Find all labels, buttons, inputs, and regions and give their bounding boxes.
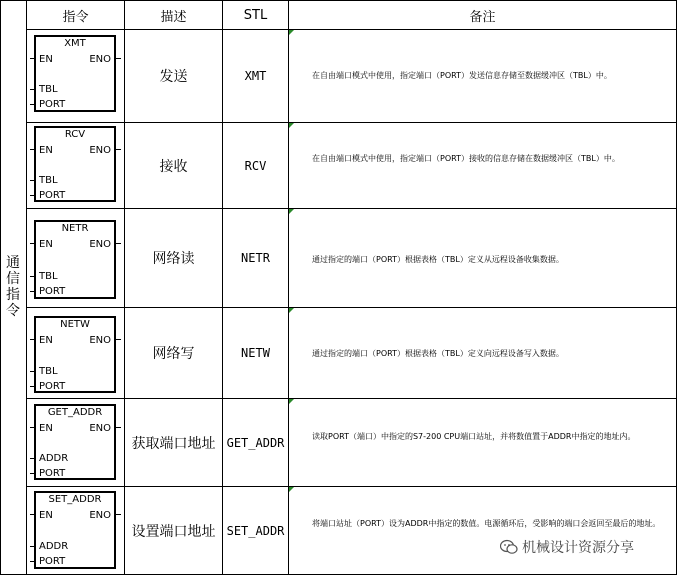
pin-stub: [30, 58, 35, 59]
cell-marker: [289, 123, 294, 128]
row-note: 将端口站址（PORT）设为ADDR中指定的数值。电源循环后，受影响的端口会返回至最后的地址。: [312, 519, 661, 528]
row-description: 网络写: [152, 346, 195, 362]
pin-stub: [30, 291, 35, 292]
eno-pin: ENO: [89, 54, 111, 65]
eno-pin: ENO: [89, 239, 111, 250]
en-pin: EN: [39, 423, 53, 434]
watermark: [500, 537, 634, 557]
col-divider: [26, 0, 27, 575]
cell-marker: [289, 30, 294, 35]
row-note: 通过指定的端口（PORT）根据表格（TBL）定义从远程设备收集数据。: [312, 255, 564, 264]
pin-stub: [30, 276, 35, 277]
eno-pin: ENO: [89, 145, 111, 156]
row-stl: GET_ADDR: [226, 435, 285, 450]
pin-stub: [30, 180, 35, 181]
port-pin: PORT: [39, 468, 66, 479]
cell-marker: [289, 399, 294, 404]
block-title: XMT: [64, 38, 86, 49]
row-stl: RCV: [244, 158, 267, 173]
pin-stub: [30, 546, 35, 547]
en-pin: EN: [39, 239, 53, 250]
row-stl: SET_ADDR: [226, 523, 285, 538]
header-note: 备注: [469, 9, 496, 25]
row-stl: NETW: [241, 346, 270, 360]
pin-stub: [30, 104, 35, 105]
port-pin: PORT: [39, 556, 66, 567]
pin-stub: [30, 195, 35, 196]
cell-marker: [289, 308, 294, 313]
cell-marker: [289, 487, 294, 492]
eno-pin: ENO: [89, 335, 111, 346]
param-pin: TBL: [39, 84, 58, 95]
param-pin: TBL: [39, 366, 58, 377]
eno-pin: ENO: [89, 510, 111, 521]
en-pin: EN: [39, 54, 53, 65]
pin-stub: [116, 339, 121, 340]
en-pin: EN: [39, 335, 53, 346]
pin-stub: [30, 561, 35, 562]
row-description: 设置端口地址: [131, 523, 216, 540]
block-title: RCV: [64, 129, 86, 140]
en-pin: EN: [39, 145, 53, 156]
en-pin: EN: [39, 510, 53, 521]
pin-stub: [30, 514, 35, 515]
pin-stub: [30, 243, 35, 244]
row-description: 网络读: [152, 251, 195, 267]
block-title: SET_ADDR: [48, 494, 102, 505]
table-border-left: [0, 0, 1, 575]
ladder-block: [34, 35, 116, 112]
param-pin: ADDR: [39, 453, 69, 464]
row-description: 接收: [159, 158, 188, 175]
ladder-block: [34, 404, 116, 480]
row-note: 通过指定的端口（PORT）根据表格（TBL）定义向远程设备写入数据。: [312, 349, 564, 358]
param-pin: TBL: [39, 175, 58, 186]
port-pin: PORT: [39, 190, 66, 201]
pin-stub: [30, 339, 35, 340]
ladder-block: [34, 491, 116, 569]
pin-stub: [116, 427, 121, 428]
port-pin: PORT: [39, 381, 66, 392]
eno-pin: ENO: [89, 423, 111, 434]
port-pin: PORT: [39, 99, 66, 110]
category-label: 通信指令: [6, 255, 20, 319]
row-note: 在自由端口模式中使用，指定端口（PORT）发送信息存储至数据缓冲区（TBL）中。: [312, 71, 612, 80]
pin-stub: [30, 149, 35, 150]
block-title: GET_ADDR: [47, 407, 103, 418]
pin-stub: [116, 149, 121, 150]
row-stl: XMT: [244, 69, 267, 83]
row-note: 在自由端口模式中使用，指定端口（PORT）接收的信息存储在数据缓冲区（TBL）中。: [312, 154, 620, 163]
row-stl: NETR: [241, 251, 270, 265]
ladder-block: [34, 316, 116, 393]
ladder-block: [34, 220, 116, 299]
header-description: 描述: [160, 9, 187, 25]
row-note: 读取PORT（端口）中指定的S7-200 CPU端口站址，并将数值置于ADDR中指定的地址内。: [312, 432, 636, 441]
pin-stub: [116, 243, 121, 244]
ladder-block: [34, 126, 116, 202]
pin-stub: [30, 458, 35, 459]
cell-marker: [289, 209, 294, 214]
pin-stub: [116, 514, 121, 515]
watermark-text: 机械设计资源分享: [522, 540, 634, 556]
pin-stub: [30, 473, 35, 474]
pin-stub: [30, 427, 35, 428]
block-title: NETR: [61, 223, 89, 234]
wechat-icon: [500, 539, 518, 555]
row-description: 获取端口地址: [131, 435, 216, 452]
pin-stub: [30, 386, 35, 387]
pin-stub: [30, 89, 35, 90]
block-title: NETW: [60, 319, 90, 330]
header-stl: STL: [243, 7, 268, 23]
row-description: 发送: [159, 69, 188, 85]
header-instruction: 指令: [62, 9, 89, 25]
param-pin: ADDR: [39, 541, 69, 552]
port-pin: PORT: [39, 286, 66, 297]
pin-stub: [116, 58, 121, 59]
pin-stub: [30, 371, 35, 372]
param-pin: TBL: [39, 271, 58, 282]
